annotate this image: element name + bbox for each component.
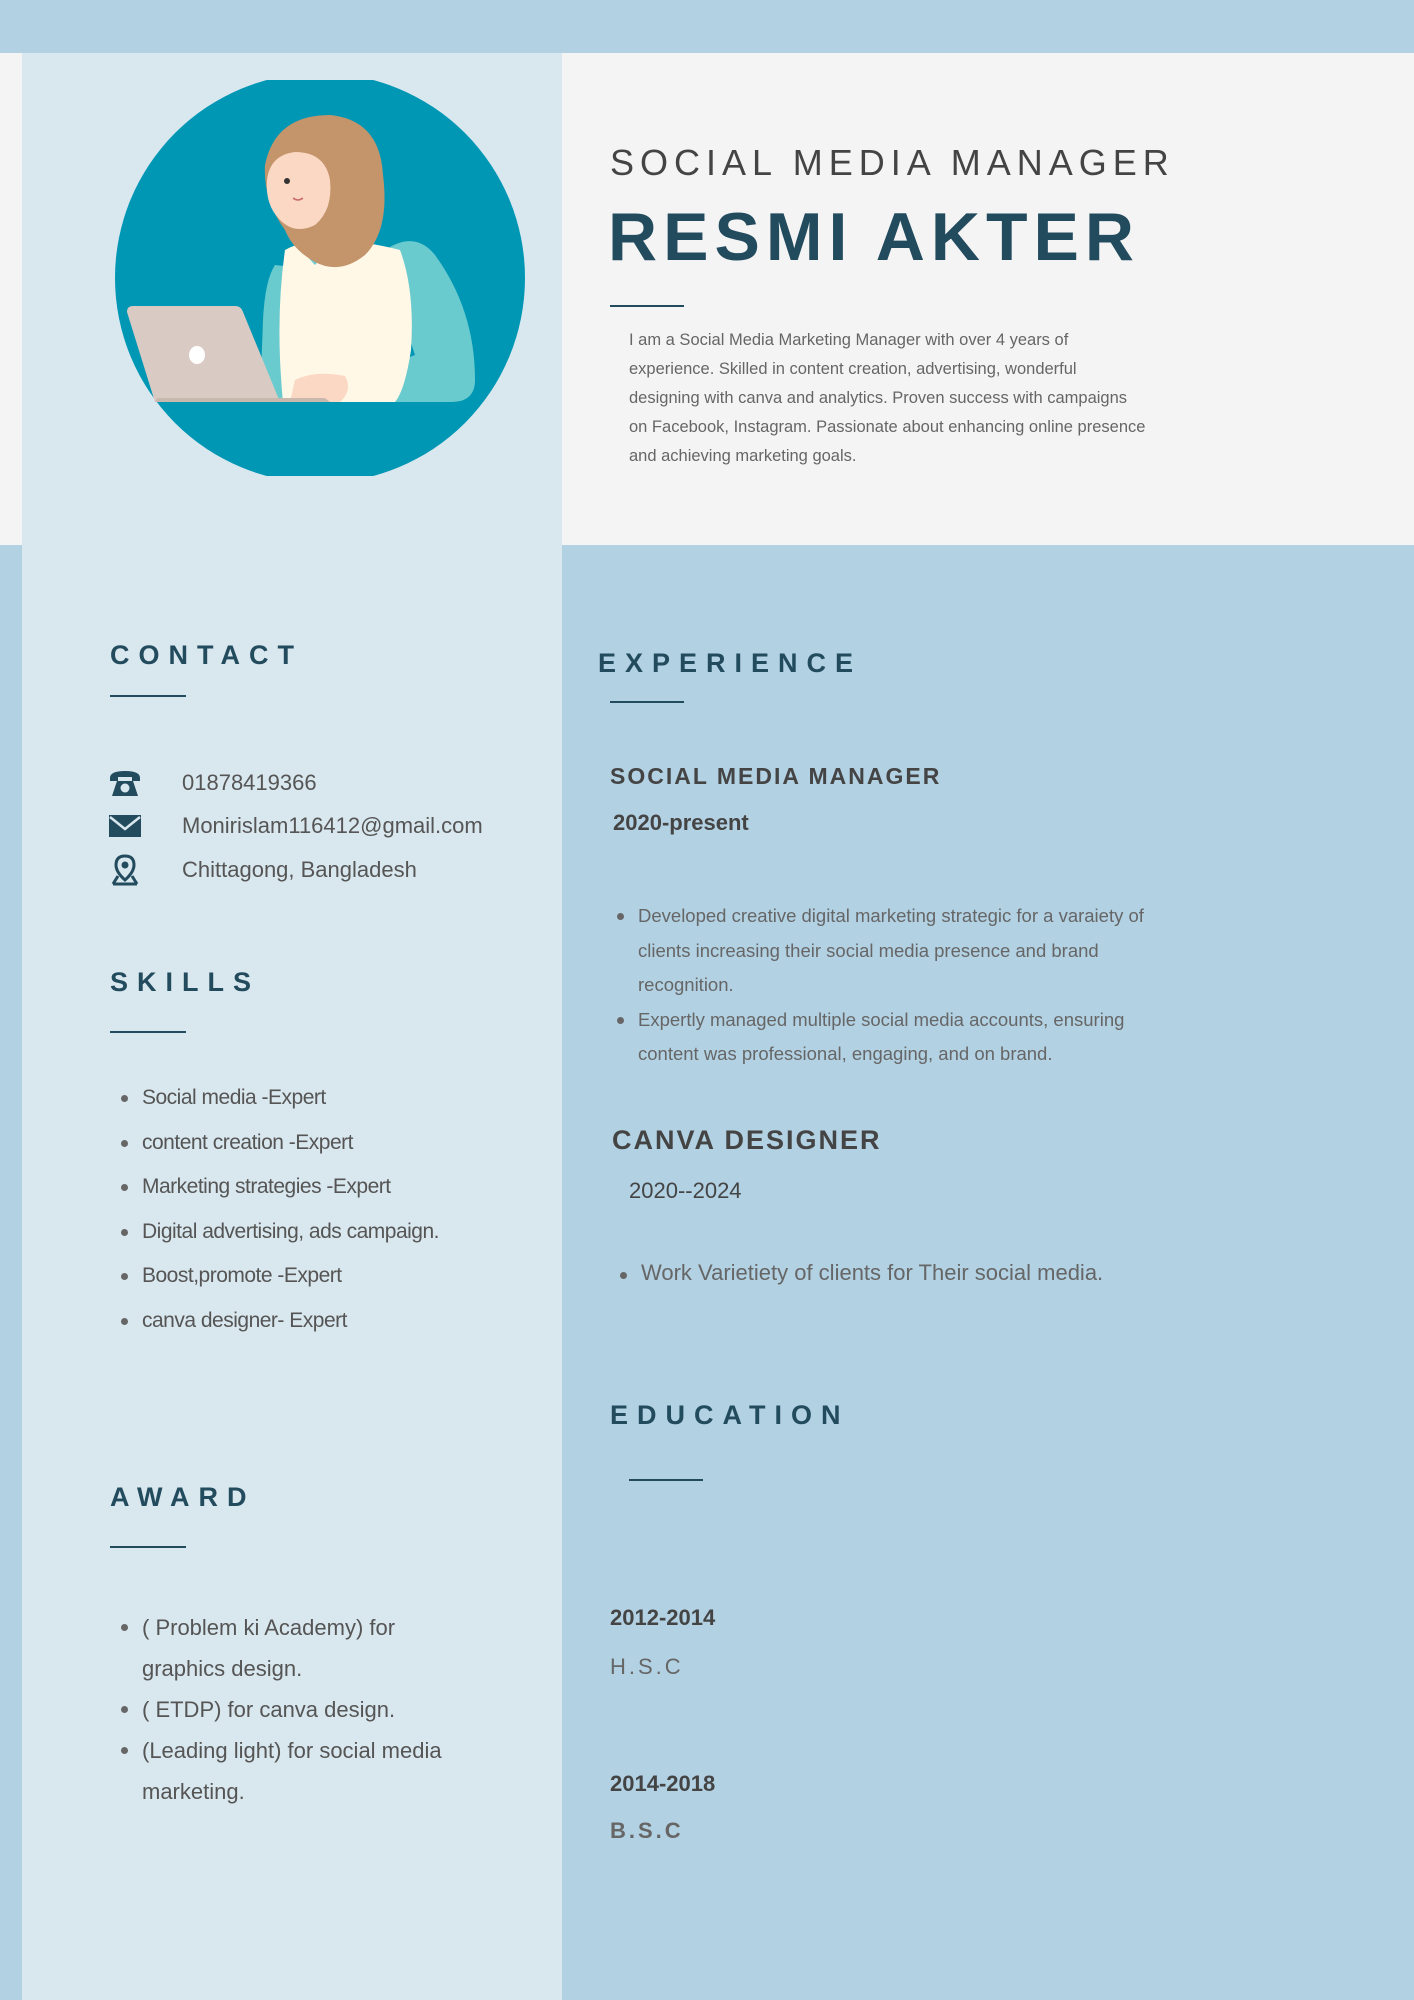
- email-address[interactable]: Monirislam116412@gmail.com: [182, 813, 483, 838]
- skill-item: Marketing strategies -Expert: [121, 1169, 541, 1214]
- contact-divider: [110, 695, 186, 697]
- job-duty: Expertly managed multiple social media accounts, ensuring content was professional, engaging, and on brand.: [617, 1003, 1187, 1072]
- job-title: CANVA DESIGNER: [612, 1125, 882, 1155]
- education-divider: [629, 1479, 703, 1481]
- award-item: ( Problem ki Academy) for graphics design.: [121, 1607, 481, 1689]
- award-list: [121, 1607, 481, 1812]
- skill-item: canva designer- Expert: [121, 1303, 541, 1348]
- award-heading: AWARD: [110, 1482, 256, 1512]
- phone-number[interactable]: 01878419366: [182, 770, 317, 795]
- award-item: (Leading light) for social media marketing.: [121, 1730, 481, 1812]
- job-title: SOCIAL MEDIA MANAGER: [610, 763, 942, 789]
- job-title-top: SOCIAL MEDIA MANAGER: [610, 142, 1175, 183]
- contact-email: [108, 808, 483, 844]
- job-duties-list: [620, 1260, 1103, 1286]
- experience-divider: [610, 701, 684, 703]
- location-text: Chittagong, Bangladesh: [182, 857, 417, 882]
- job-period: 2020--2024: [629, 1178, 742, 1203]
- job-period: 2020-present: [613, 810, 749, 835]
- job-duty: Work Varietiety of clients for Their social media.: [620, 1260, 1103, 1286]
- skill-item: Digital advertising, ads campaign.: [121, 1214, 541, 1259]
- contact-phone: [108, 765, 317, 801]
- education-degree: H.S.C: [610, 1654, 684, 1679]
- skills-heading: SKILLS: [110, 967, 261, 997]
- name-divider: [610, 305, 684, 307]
- profile-avatar: [115, 80, 525, 476]
- contact-heading: CONTACT: [110, 640, 303, 670]
- contact-location: [108, 852, 417, 888]
- skill-item: Social media -Expert: [121, 1080, 541, 1125]
- location-pin-icon: [108, 854, 142, 886]
- experience-heading: EXPERIENCE: [598, 648, 863, 678]
- skills-list: [121, 1080, 541, 1348]
- education-heading: EDUCATION: [610, 1400, 850, 1430]
- phone-icon: [108, 767, 142, 799]
- envelope-icon: [108, 810, 142, 842]
- award-item: ( ETDP) for canva design.: [121, 1689, 481, 1730]
- skill-item: Boost,promote -Expert: [121, 1258, 541, 1303]
- skill-item: content creation -Expert: [121, 1125, 541, 1170]
- job-duties-list: [617, 899, 1187, 1072]
- skills-divider: [110, 1031, 186, 1033]
- full-name: RESMI AKTER: [608, 199, 1140, 275]
- education-period: 2014-2018: [610, 1771, 716, 1796]
- education-period: 2012-2014: [610, 1605, 716, 1630]
- education-degree: B.S.C: [610, 1818, 684, 1843]
- profile-summary: I am a Social Media Marketing Manager with over 4 years of experience. Skilled in content creation, advertising, wonderful designing with canva and analytics. Proven success with campaigns on Facebook, Instagram. Passionate about enhancing online presence and achieving marketing goals.: [629, 331, 1146, 465]
- job-duty: Developed creative digital marketing strategic for a varaiety of clients increasing their social media presence and brand recognition.: [617, 899, 1187, 1003]
- award-divider: [110, 1546, 186, 1548]
